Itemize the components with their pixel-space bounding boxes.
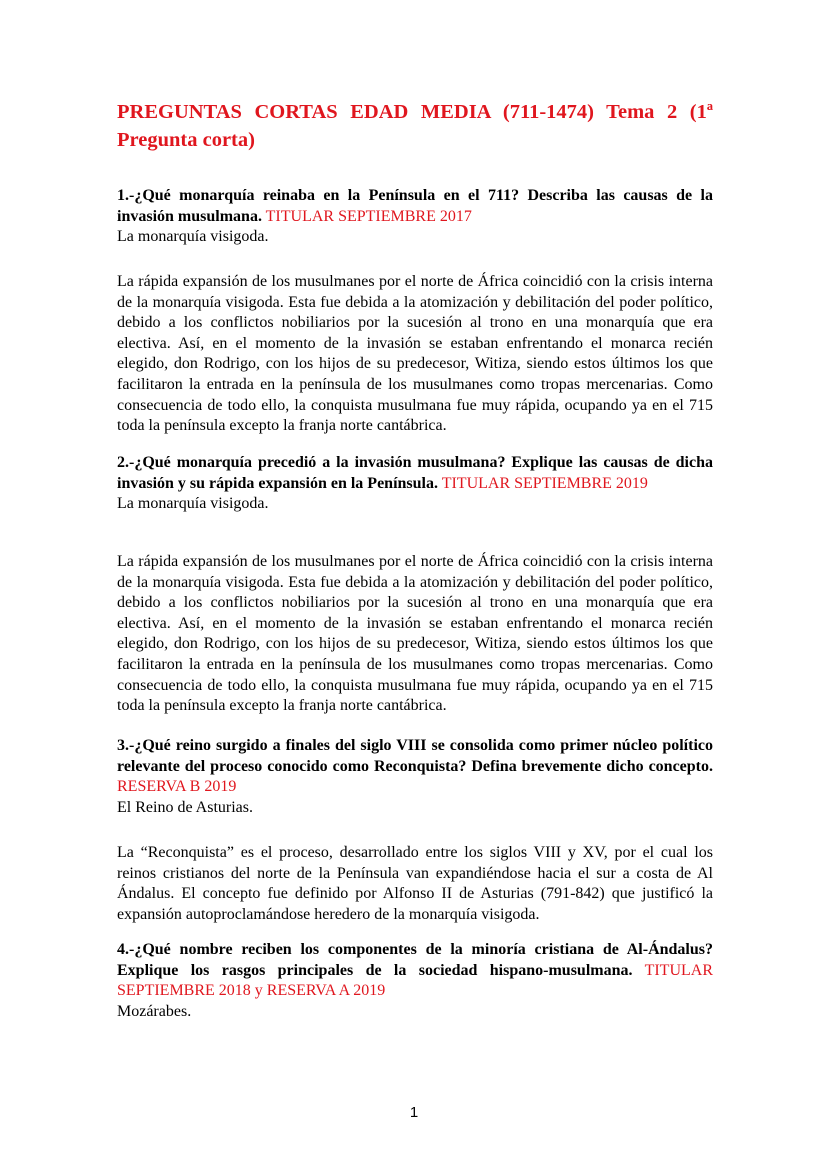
question-2 (117, 453, 713, 515)
exam-tag: TITULAR SEPTIEMBRE 2019 (441, 474, 648, 492)
question-text: 2.-¿Qué monarquía precedió a la invasión musulmana? Explique las causas de dicha invasión y su rápida expansión en la Península. (117, 454, 713, 492)
answer-paragraph-3: La “Reconquista” es el proceso, desarrollado entre los siglos VIII y XV, por el cual los reinos cristianos del norte de la Península van expandiéndose hacia el sur a costa de Al Ándalus. El concepto fue definido por Alfonso II de Asturias (791-842) que justificó la expansión autoproclamándose heredero de la monarquía visigoda. (117, 844, 713, 923)
question-1 (117, 186, 713, 248)
short-answer: La monarquía visigoda. (117, 228, 269, 246)
question-text: 1.-¿Qué monarquía reinaba en la Península en el 711? Describa las causas de la invasión musulmana. (117, 187, 713, 225)
short-answer: La monarquía visigoda. (117, 495, 269, 513)
short-answer: Mozárabes. (117, 1002, 192, 1020)
answer-paragraph-1: La rápida expansión de los musulmanes por el norte de África coincidió con la crisis interna de la monarquía visigoda. Esta fue debida a la atomización y debilitación del poder político, debido a los conflictos nobiliarios por la sucesión al trono en una monarquía que era electiva. Así, en el momento de la invasión se estaban enfrentando el monarca recién elegido, don Rodrigo, con los hijos de su predecesor, Witiza, siendo estos últimos los que facilitaron la entrada en la península de los musulmanes como tropas mercenarias. Como consecuencia de todo ello, la conquista musulmana fue muy rápida, ocupando ya en el 715 toda la península excepto la franja norte cantábrica. (117, 273, 713, 435)
answer-paragraph-2: La rápida expansión de los musulmanes por el norte de África coincidió con la crisis interna de la monarquía visigoda. Esta fue debida a la atomización y debilitación del poder político, debido a los conflictos nobiliarios por la sucesión al trono en una monarquía que era electiva. Así, en el momento de la invasión se estaban enfrentando el monarca recién elegido, don Rodrigo, con los hijos de su predecesor, Witiza, siendo estos últimos los que facilitaron la entrada en la península de los musulmanes como tropas mercenarias. Como consecuencia de todo ello, la conquista musulmana fue muy rápida, ocupando ya en el 715 toda la península excepto la franja norte cantábrica. (117, 553, 713, 715)
question-4 (117, 940, 713, 1022)
page-number: 1 (409, 1104, 419, 1121)
question-text: 4.-¿Qué nombre reciben los componentes de la minoría cristiana de Al-Ándalus? Explique los rasgos principales de la sociedad hispano-musulmana. (117, 941, 713, 979)
exam-tag: TITULAR SEPTIEMBRE 2018 y RESERVA A 2019 (117, 961, 714, 1000)
exam-tag: RESERVA B 2019 (117, 778, 237, 796)
page-title: PREGUNTAS CORTAS EDAD MEDIA (711-1474) Tema 2 (1ª Pregunta corta) (117, 101, 713, 151)
exam-tag: TITULAR SEPTIEMBRE 2017 (265, 207, 472, 225)
question-text: 3.-¿Qué reino surgido a finales del siglo VIII se consolida como primer núcleo político relevante del proceso conocido como Reconquista? Defina brevemente dicho concepto. (117, 737, 713, 775)
question-3 (117, 736, 713, 818)
short-answer: El Reino de Asturias. (117, 798, 253, 816)
